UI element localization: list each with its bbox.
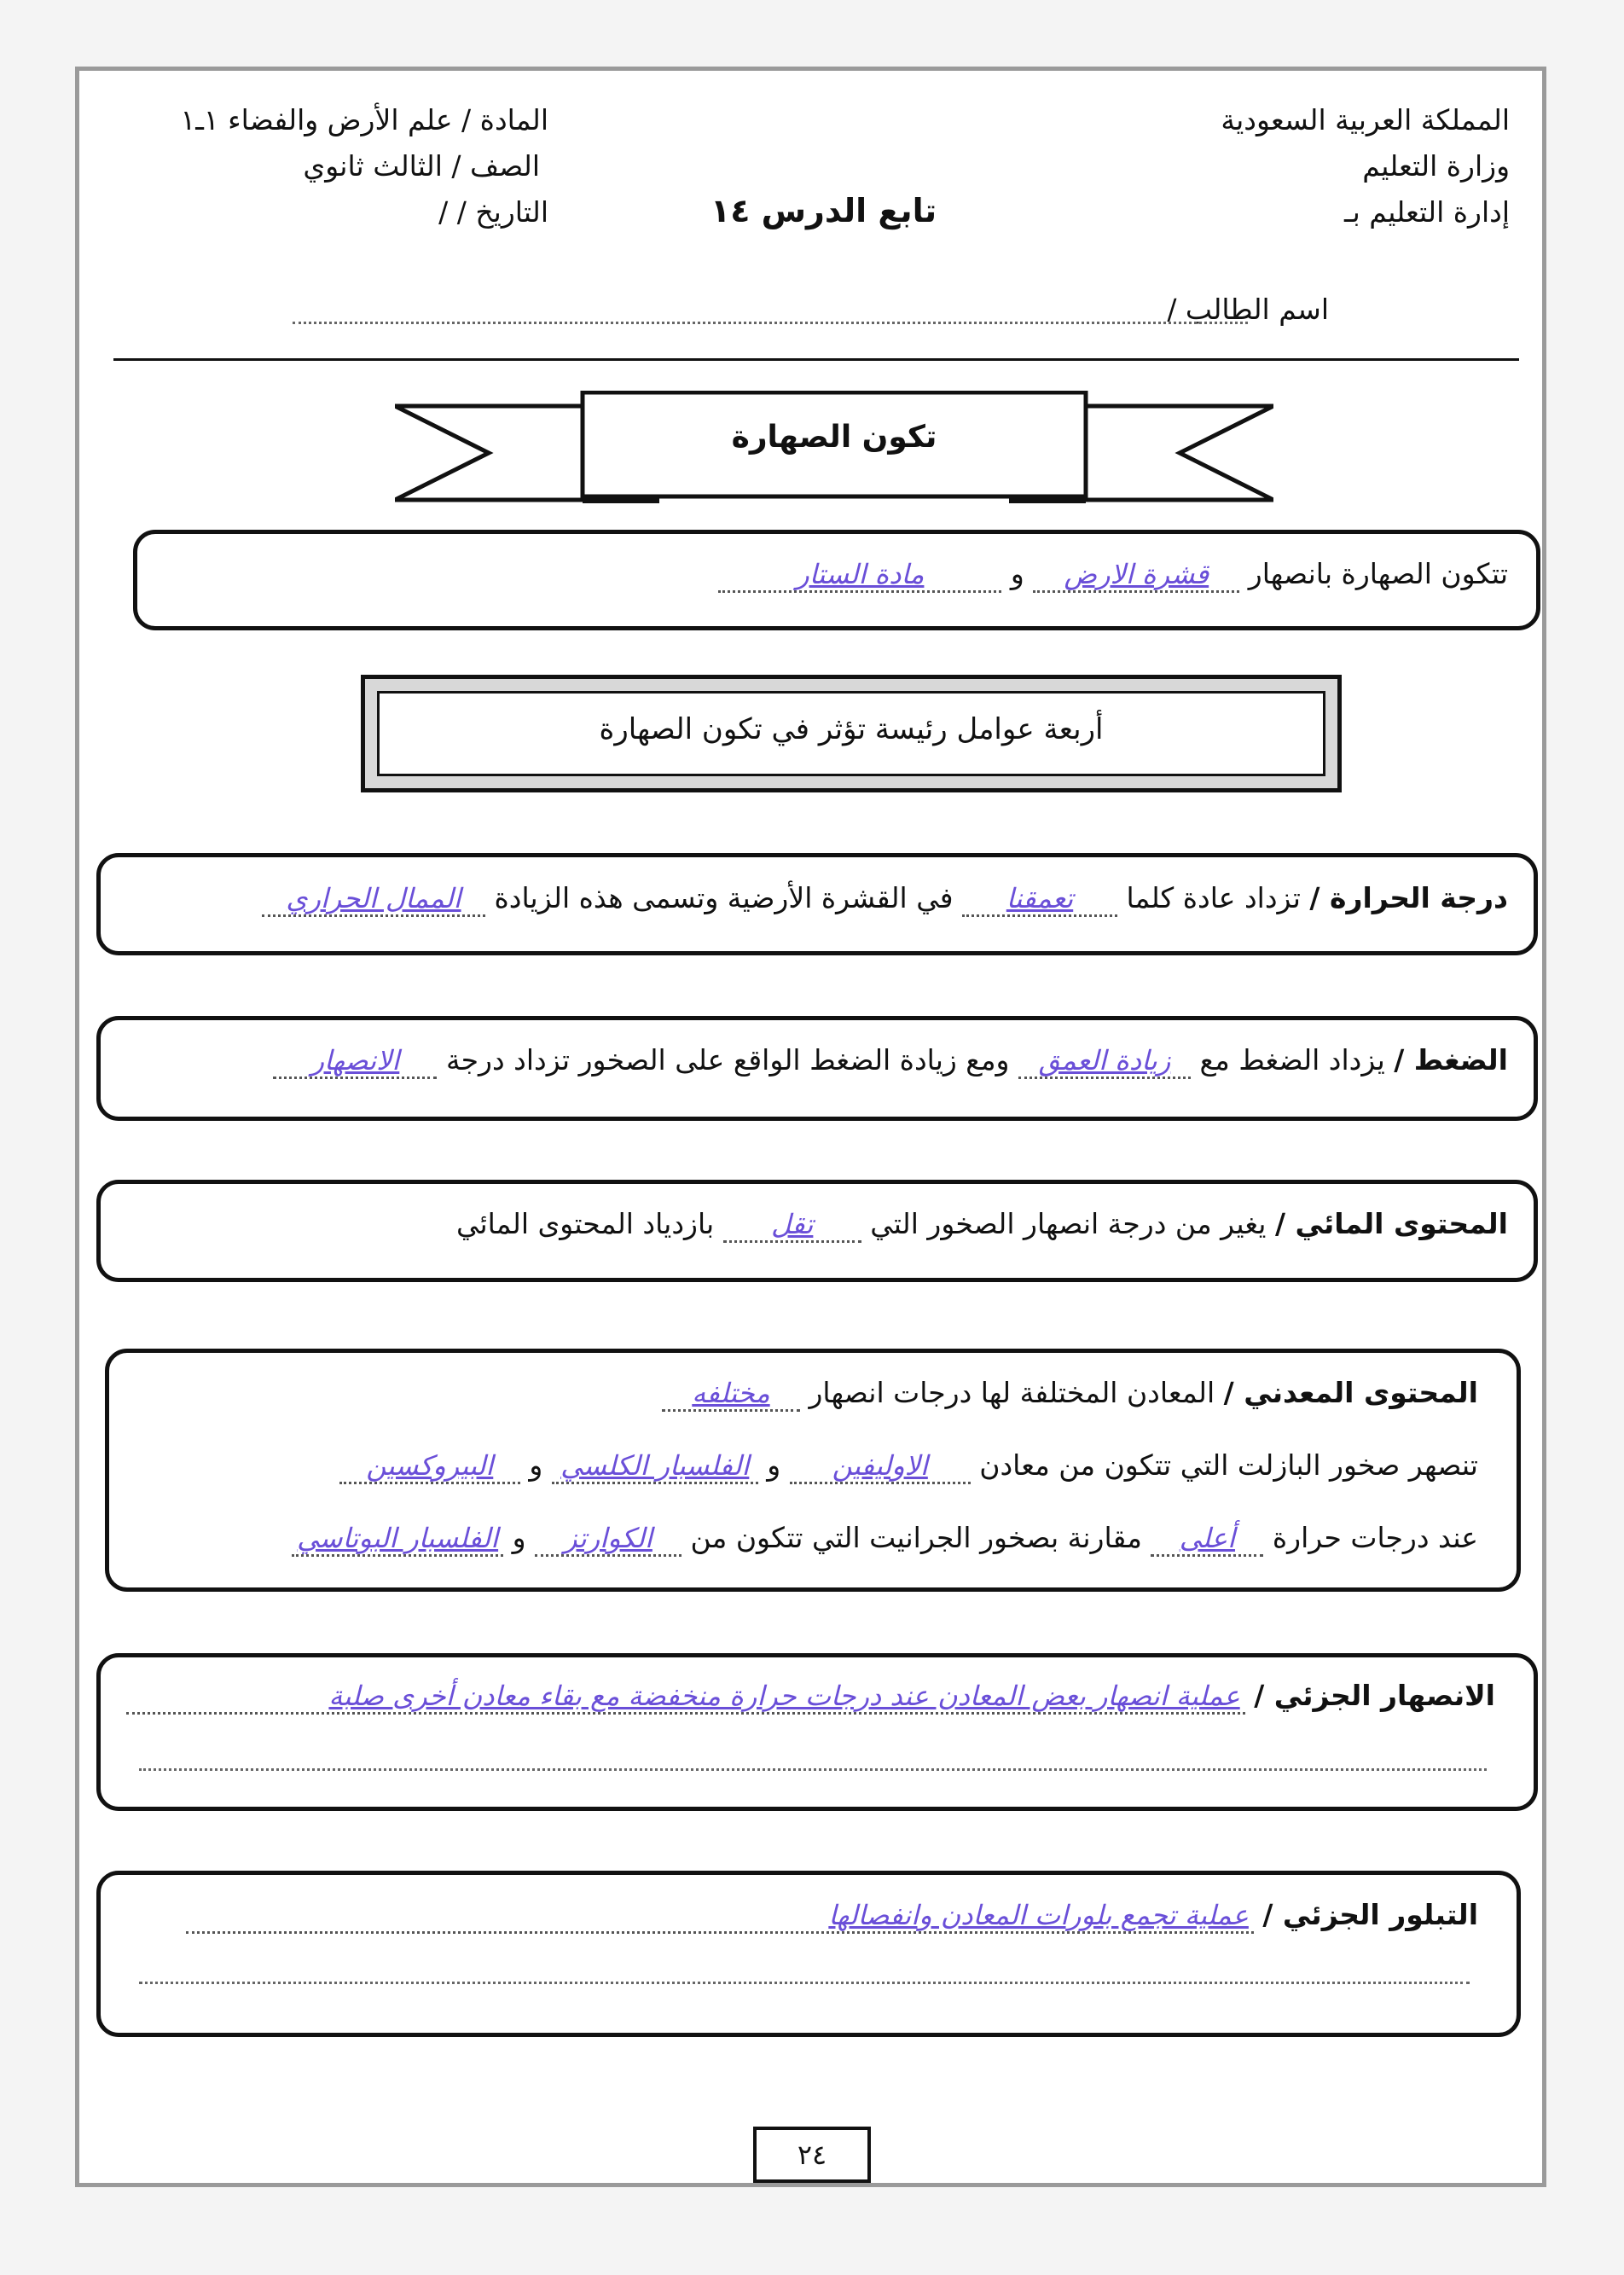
basalt-mineral-3: البيروكسين: [366, 1449, 494, 1482]
granite-temp-answer: أعلى: [1179, 1522, 1236, 1554]
pressure-label: الضغط /: [1394, 1043, 1508, 1077]
ministry-label: وزارة التعليم: [1362, 149, 1510, 183]
granite-temp-field[interactable]: [1151, 1521, 1263, 1557]
student-name-field[interactable]: [293, 322, 1248, 324]
date-label: التاريخ / /: [438, 195, 548, 229]
basalt-mineral-2: الفلسبار الكلسي: [560, 1449, 750, 1482]
mineral-line-2: [339, 1448, 1478, 1484]
temperature-line: [262, 881, 1508, 917]
basalt-joiner-1: و: [767, 1448, 781, 1482]
granite-mineral-2-field[interactable]: [292, 1521, 503, 1557]
pressure-answer-1: زيادة العمق: [1038, 1044, 1171, 1077]
basalt-mineral-2-field[interactable]: [552, 1448, 758, 1484]
temperature-answer-2: الممال الحراري: [286, 882, 461, 914]
partial-melting-extra-line[interactable]: [139, 1768, 1487, 1771]
partial-melting-answer-field[interactable]: [126, 1679, 1245, 1715]
granite-joiner: و: [512, 1521, 526, 1554]
factors-title: أربعة عوامل رئيسة تؤثر في تكون الصهارة: [599, 712, 1104, 746]
granite-mineral-1-field[interactable]: [535, 1521, 682, 1557]
water-text-2: بازدياد المحتوى المائي: [455, 1207, 715, 1240]
mineral-text-1: المعادن المختلفة لها درجات انصهار: [809, 1376, 1215, 1409]
directorate-label: إدارة التعليم بـ: [1343, 195, 1510, 229]
mineral-answer-1: مختلفه: [692, 1377, 770, 1409]
formation-answer-1: قشرة الارض: [1064, 558, 1209, 590]
lesson-title: تابع الدرس ١٤: [710, 192, 937, 229]
basalt-mineral-1-field[interactable]: [790, 1448, 971, 1484]
temperature-text-1: تزداد عادة كلما: [1126, 881, 1301, 914]
partial-crystallization-line: [186, 1898, 1478, 1934]
water-line: [456, 1207, 1508, 1243]
partial-melting-label: الانصهار الجزئي /: [1254, 1679, 1495, 1712]
temperature-answer-2-field[interactable]: [262, 881, 485, 917]
granite-text-2: مقارنة بصخور الجرانيت التي تتكون من: [690, 1521, 1142, 1554]
pressure-answer-2: الانصهار: [310, 1044, 400, 1077]
pressure-answer-2-field[interactable]: [273, 1043, 437, 1079]
formation-text: تتكون الصهارة بانصهار: [1248, 557, 1508, 590]
worksheet-page: [75, 67, 1546, 2187]
water-answer-1-field[interactable]: [723, 1207, 861, 1243]
page-number: ٢٤: [753, 2127, 871, 2183]
mineral-line-1: [662, 1376, 1478, 1412]
partial-melting-line: [126, 1679, 1495, 1715]
pressure-text-2: ومع زيادة الضغط الواقع على الصخور تزداد درجة: [445, 1043, 1010, 1077]
formation-answer-2-field[interactable]: [718, 557, 1001, 593]
formation-joiner: و: [1010, 557, 1024, 590]
basalt-mineral-3-field[interactable]: [339, 1448, 520, 1484]
temperature-text-2: في القشرة الأرضية وتسمى هذه الزيادة: [494, 881, 954, 914]
partial-crystallization-extra-line[interactable]: [139, 1982, 1470, 1984]
subject-label: المادة / علم الأرض والفضاء ١ـ١: [180, 103, 548, 136]
water-answer-1: تقل: [771, 1208, 814, 1240]
granite-mineral-1: الكوارتز: [564, 1522, 652, 1554]
pressure-text-1: يزداد الضغط مع: [1199, 1043, 1385, 1077]
pressure-answer-1-field[interactable]: [1018, 1043, 1191, 1079]
water-label: المحتوى المائي /: [1274, 1207, 1508, 1240]
formation-answer-2: مادة الستار: [796, 558, 925, 590]
grade-label: الصف / الثالث ثانوي: [303, 149, 540, 183]
partial-melting-answer: عملية انصهار بعض المعادن عند درجات حرارة منخفضة مع بقاء معادن أخرى صلبة: [328, 1680, 1240, 1712]
mineral-label: المحتوى المعدني /: [1223, 1376, 1478, 1409]
kingdom-label: المملكة العربية السعودية: [1221, 103, 1510, 136]
granite-mineral-2: الفلسبار البوتاسي: [297, 1522, 499, 1554]
temperature-label: درجة الحرارة /: [1309, 881, 1508, 914]
basalt-joiner-2: و: [529, 1448, 543, 1482]
partial-crystallization-box: [96, 1871, 1521, 2037]
formation-answer-1-field[interactable]: [1033, 557, 1239, 593]
partial-crystallization-answer-field[interactable]: [186, 1898, 1254, 1934]
banner-title: تكون الصهارة: [731, 420, 937, 455]
temperature-answer-1: تعمقنا: [1006, 882, 1074, 914]
granite-text-1: عند درجات حرارة: [1272, 1521, 1478, 1554]
mineral-answer-1-field[interactable]: [662, 1376, 800, 1412]
basalt-mineral-1: الاوليفين: [832, 1449, 928, 1482]
partial-crystallization-answer: عملية تجمع بلورات المعادن وانفصالها: [828, 1899, 1249, 1931]
student-name-label: اسم الطالب /: [1167, 293, 1329, 326]
header-divider: [113, 358, 1519, 361]
partial-crystallization-label: التبلور الجزئي /: [1262, 1898, 1478, 1931]
temperature-answer-1-field[interactable]: [962, 881, 1117, 917]
water-text-1: يغير من درجة انصهار الصخور التي: [870, 1207, 1267, 1240]
formation-line: [718, 557, 1508, 593]
basalt-text: تنصهر صخور البازلت التي تتكون من معادن: [979, 1448, 1478, 1482]
partial-melting-box: [96, 1653, 1538, 1811]
mineral-line-3: [292, 1521, 1478, 1557]
pressure-line: [273, 1043, 1508, 1079]
